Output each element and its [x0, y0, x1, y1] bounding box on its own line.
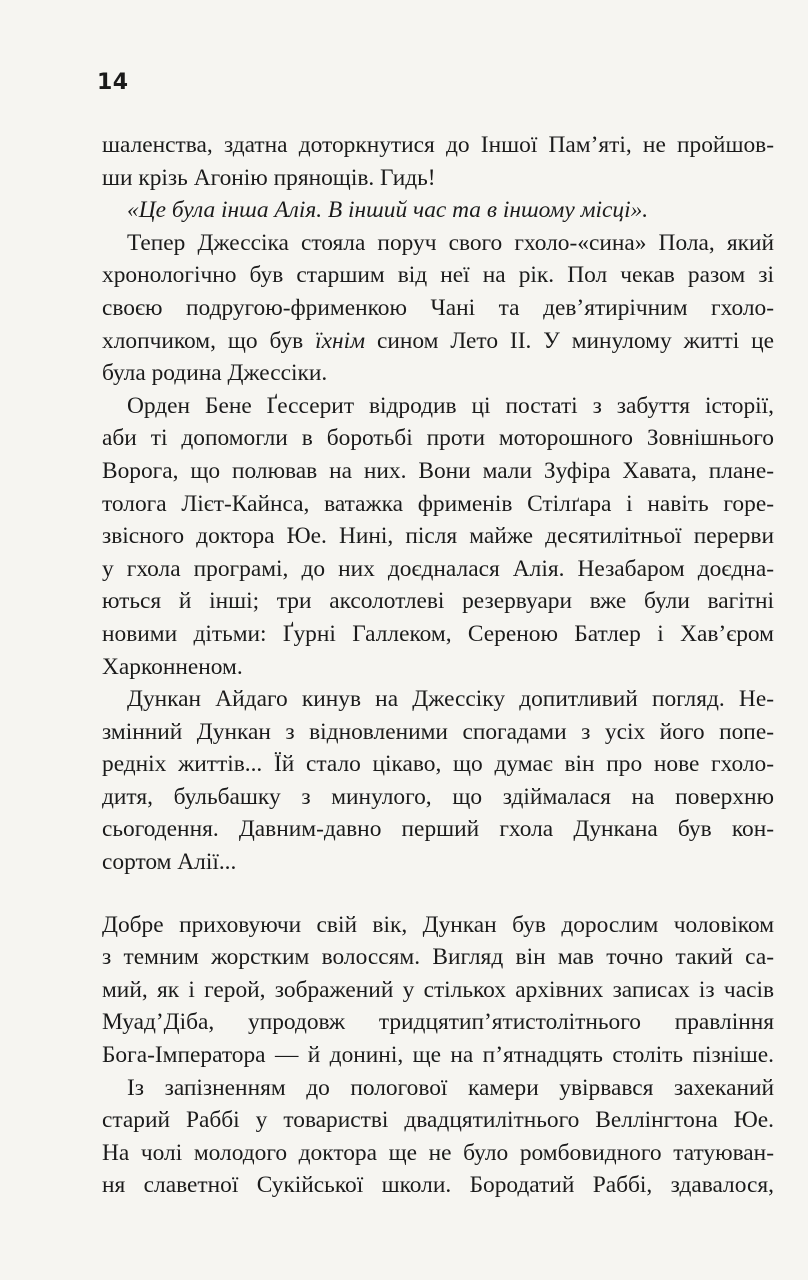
text-line: у гхола програмі, до них доєдналася Алія. Незабаром доєдна-: [102, 555, 774, 582]
text-line: була родина Джессіки.: [102, 360, 328, 387]
text-line: шаленства, здатна доторкнутися до Іншої Пам’яті, не пройшов-: [102, 132, 774, 158]
body-text: [102, 129, 774, 1202]
text-line: ня славетної Сукійської школи. Бородатий Раббі, здавалося,: [102, 1172, 774, 1199]
text-line: хлопчиком, що був їхнім сином Лето II. У минулому житті це: [102, 327, 775, 354]
paragraph: [102, 129, 774, 194]
text-line: звісного доктора Юе. Нині, після майже десятилітньої перерви: [102, 523, 774, 550]
text-line: Муад’Діба, упродовж тридцятип’ятистолітнього правління: [102, 1009, 774, 1036]
text-line: редніх життів... Їй стало цікаво, що думає він про нове гхоло-: [102, 751, 774, 778]
text-line: Орден Бене Ґессерит відродив ці постаті з забуття історії,: [127, 392, 774, 419]
text-line: аби ті допомогли в боротьбі проти моторошного Зовнішнього: [102, 425, 774, 452]
text-line: ши крізь Агонію прянощів. Гидь!: [102, 164, 436, 191]
text-line: Харконненом.: [102, 653, 243, 680]
text-line: Тепер Джессіка стояла поруч свого гхоло-«сина» Пола, який: [127, 229, 774, 256]
text-line: «Це була інша Алія. В інший час та в іншому місці».: [127, 197, 649, 224]
paragraph: [102, 390, 774, 683]
text-line: сьогодення. Давним-давно перший гхола Дункана був кон-: [102, 816, 774, 843]
page-number: 14: [97, 70, 129, 95]
paragraph: [102, 683, 774, 879]
section-break: [102, 879, 774, 909]
paragraph: [102, 1072, 774, 1202]
paragraph-quote: [102, 194, 774, 227]
text-line: Ворога, що полював на них. Вони мали Зуфіра Хавата, плане-: [102, 457, 774, 484]
text-line: толога Лієт-Кайнса, ватажка фрименів Стілґара і навіть горе-: [102, 490, 774, 517]
text-line: дитя, бульбашку з минулого, що здіймалася на поверхню: [102, 783, 774, 810]
text-line: своєю подругою-фрименкою Чані та дев’ятирічним гхоло-: [102, 294, 774, 321]
text-line: ються й інші; три аксолотлеві резервуари вже були вагітні: [102, 588, 774, 615]
text-line: Із запізненням до пологової камери увірвався захеканий: [127, 1074, 774, 1101]
text-line: сортом Алії...: [102, 849, 237, 876]
text-line: хронологічно був старшим від неї на рік. Пол чекав разом зі: [102, 262, 774, 289]
text-line: мий, як і герой, зображений у стількох архівних записах із часів: [102, 976, 774, 1003]
paragraph: [102, 909, 774, 1072]
text-line: змінний Дункан з відновленими спогадами з усіх його попе-: [102, 718, 774, 745]
text-line: Бога-Імператора — й донині, ще на п’ятнадцять століть пізніше.: [102, 1042, 774, 1069]
text-line: з темним жорстким волоссям. Вигляд він мав точно такий са-: [102, 944, 774, 971]
text-line: Дункан Айдаго кинув на Джессіку допитливий погляд. Не-: [127, 686, 774, 713]
text-line: старий Раббі у товаристві двадцятилітнього Веллінгтона Юе.: [102, 1107, 774, 1134]
text-line: На чолі молодого доктора ще не було ромбовидного татуюван-: [102, 1139, 774, 1166]
paragraph: [102, 227, 774, 390]
text-line: Добре приховуючи свій вік, Дункан був дорослим чоловіком: [102, 911, 774, 938]
text-line: новими дітьми: Ґурні Галлеком, Сереною Батлер і Хав’єром: [102, 620, 774, 647]
